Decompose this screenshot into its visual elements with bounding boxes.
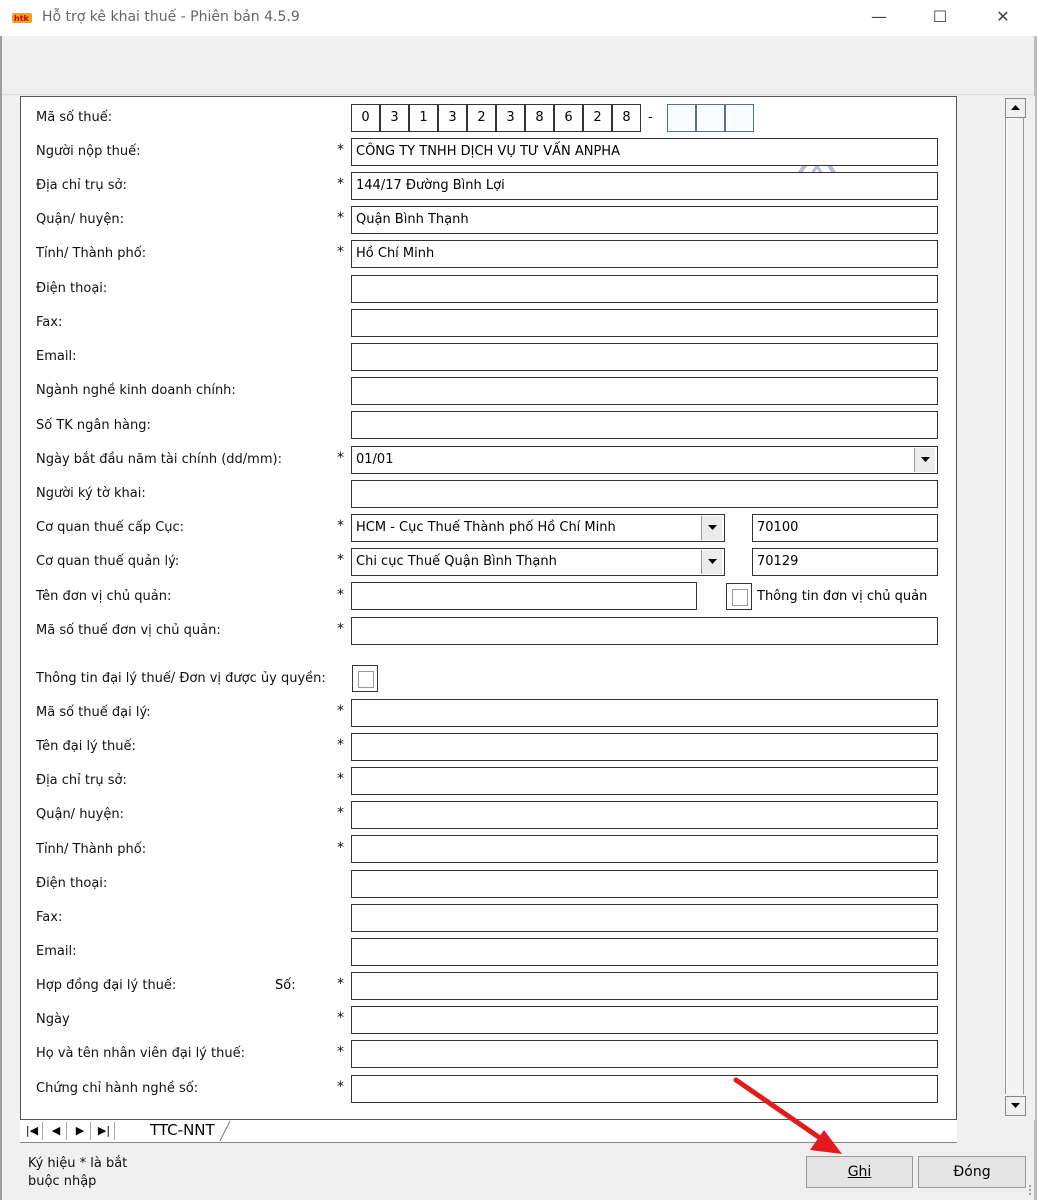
agent-address-label: Địa chỉ trụ sở: bbox=[36, 773, 127, 788]
business-input[interactable] bbox=[351, 377, 938, 405]
required-mark: * bbox=[337, 142, 344, 158]
resize-grip-icon[interactable] bbox=[1026, 1184, 1034, 1198]
chevron-down-icon bbox=[921, 457, 930, 462]
agent-fax-label: Fax: bbox=[36, 910, 63, 925]
tax-code-digit[interactable]: 2 bbox=[467, 104, 496, 132]
tax-code-digit[interactable]: 8 bbox=[525, 104, 554, 132]
tax-code-digit[interactable]: 3 bbox=[380, 104, 409, 132]
last-sheet-button[interactable]: ▶| bbox=[94, 1122, 115, 1140]
required-mark: * bbox=[337, 552, 344, 568]
business-label: Ngành nghề kinh doanh chính: bbox=[36, 383, 236, 398]
branch-code-digit[interactable] bbox=[725, 104, 754, 132]
agent-district-label: Quận/ huyện: bbox=[36, 807, 124, 822]
office-tax-label: Cơ quan thuế quản lý: bbox=[36, 554, 180, 569]
tax-code-digit[interactable]: 3 bbox=[438, 104, 467, 132]
branch-code-digit[interactable] bbox=[667, 104, 696, 132]
arrow-down-icon bbox=[1011, 1103, 1020, 1108]
agent-email-input[interactable] bbox=[351, 938, 938, 966]
required-mark: * bbox=[337, 518, 344, 534]
bank-account-input[interactable] bbox=[351, 411, 938, 439]
tax-code-digit[interactable]: 2 bbox=[583, 104, 612, 132]
required-mark: * bbox=[337, 805, 344, 821]
tax-code-digit[interactable]: 6 bbox=[554, 104, 583, 132]
required-mark: * bbox=[337, 1079, 344, 1095]
fiscal-start-label: Ngày bắt đầu năm tài chính (dd/mm): bbox=[36, 452, 282, 467]
phone-input[interactable] bbox=[351, 275, 938, 303]
required-mark: * bbox=[337, 703, 344, 719]
dept-tax-label: Cơ quan thuế cấp Cục: bbox=[36, 520, 185, 535]
district-label: Quận/ huyện: bbox=[36, 212, 124, 227]
contract-number-label: Số: bbox=[275, 978, 296, 993]
title-bar bbox=[0, 0, 1037, 36]
parent-tax-code-input[interactable] bbox=[351, 617, 938, 645]
required-mark: * bbox=[337, 1010, 344, 1026]
agent-email-label: Email: bbox=[36, 944, 77, 959]
required-mark: * bbox=[337, 1044, 344, 1060]
phone-label: Điện thoại: bbox=[36, 281, 108, 296]
scroll-up-button[interactable] bbox=[1005, 98, 1026, 118]
vertical-scrollbar[interactable] bbox=[957, 96, 1035, 1120]
agent-phone-label: Điện thoại: bbox=[36, 876, 108, 891]
next-sheet-button[interactable]: ▶ bbox=[70, 1122, 91, 1140]
close-window-button[interactable]: ✕ bbox=[996, 7, 1010, 26]
office-tax-code-input[interactable]: 70129 bbox=[752, 548, 938, 576]
svg-text:htk: htk bbox=[14, 14, 29, 23]
taxpayer-name-input[interactable]: CÔNG TY TNHH DỊCH VỤ TƯ VẤN ANPHA bbox=[351, 138, 938, 166]
agent-address-input[interactable] bbox=[351, 767, 938, 795]
arrow-up-icon bbox=[1011, 105, 1020, 110]
app-logo-icon bbox=[12, 10, 32, 26]
previous-sheet-button[interactable]: ◀ bbox=[46, 1122, 67, 1140]
save-button[interactable]: Ghi bbox=[806, 1156, 913, 1188]
fiscal-start-dropdown-button[interactable] bbox=[914, 448, 935, 472]
agent-district-input[interactable] bbox=[351, 801, 938, 829]
contract-label: Hợp đồng đại lý thuế: bbox=[36, 978, 177, 993]
close-button[interactable]: Đóng bbox=[918, 1156, 1026, 1188]
required-note-line2: buộc nhập bbox=[28, 1174, 97, 1189]
required-mark: * bbox=[337, 176, 344, 192]
signer-label: Người ký tờ khai: bbox=[36, 486, 146, 501]
branch-code-digit[interactable] bbox=[696, 104, 725, 132]
window-border-left bbox=[0, 36, 2, 1200]
maximize-button[interactable]: ☐ bbox=[932, 7, 948, 26]
agent-province-input[interactable] bbox=[351, 835, 938, 863]
province-input[interactable]: Hồ Chí Minh bbox=[351, 240, 938, 268]
scroll-down-button[interactable] bbox=[1005, 1096, 1026, 1116]
window-title: Hỗ trợ kê khai thuế - Phiên bản 4.5.9 bbox=[42, 9, 300, 25]
tab-edge-icon bbox=[218, 1120, 232, 1142]
office-tax-dropdown-button[interactable] bbox=[701, 550, 722, 574]
agent-fax-input[interactable] bbox=[351, 904, 938, 932]
parent-tax-code-label: Mã số thuế đơn vị chủ quản: bbox=[36, 623, 221, 638]
bank-account-label: Số TK ngân hàng: bbox=[36, 418, 151, 433]
required-mark: * bbox=[337, 840, 344, 856]
required-mark: * bbox=[337, 210, 344, 226]
email-label: Email: bbox=[36, 349, 77, 364]
agent-tax-code-input[interactable] bbox=[351, 699, 938, 727]
agent-name-input[interactable] bbox=[351, 733, 938, 761]
agent-employee-input[interactable] bbox=[351, 1040, 938, 1068]
contract-date-label: Ngày bbox=[36, 1012, 70, 1027]
fax-input[interactable] bbox=[351, 309, 938, 337]
required-note-line1: Ký hiệu * là bắt bbox=[28, 1156, 128, 1171]
agent-info-checkbox[interactable] bbox=[352, 665, 378, 692]
first-sheet-button[interactable]: |◀ bbox=[22, 1122, 43, 1140]
required-mark: * bbox=[337, 244, 344, 260]
dept-tax-code-input[interactable]: 70100 bbox=[752, 514, 938, 542]
signer-input[interactable] bbox=[351, 480, 938, 508]
scroll-track[interactable] bbox=[1005, 118, 1024, 1094]
province-label: Tỉnh/ Thành phố: bbox=[36, 246, 147, 261]
agent-employee-label: Họ và tên nhân viên đại lý thuế: bbox=[36, 1046, 245, 1061]
tax-code-digit[interactable]: 1 bbox=[409, 104, 438, 132]
required-mark: * bbox=[337, 737, 344, 753]
required-mark: * bbox=[337, 771, 344, 787]
address-label: Địa chỉ trụ sở: bbox=[36, 178, 127, 193]
tax-code-separator: - bbox=[648, 110, 653, 125]
fiscal-start-select[interactable]: 01/01 bbox=[351, 446, 938, 474]
chevron-down-icon bbox=[708, 525, 717, 530]
office-tax-select[interactable]: Chi cục Thuế Quận Bình Thạnh bbox=[351, 548, 725, 576]
fax-label: Fax: bbox=[36, 315, 63, 330]
parent-name-input[interactable] bbox=[351, 582, 697, 610]
required-mark: * bbox=[337, 621, 344, 637]
chevron-down-icon bbox=[708, 559, 717, 564]
required-mark: * bbox=[337, 976, 344, 992]
agent-phone-input[interactable] bbox=[351, 870, 938, 898]
taxpayer-name-label: Người nộp thuế: bbox=[36, 144, 141, 159]
tab-ttc-nnt[interactable]: TTC-NNT bbox=[138, 1120, 227, 1141]
tax-code-label: Mã số thuế: bbox=[36, 110, 113, 125]
contract-number-input[interactable] bbox=[351, 972, 938, 1000]
email-input[interactable] bbox=[351, 343, 938, 371]
required-mark: * bbox=[337, 450, 344, 466]
address-input[interactable]: 144/17 Đường Bình Lợi bbox=[351, 172, 938, 200]
agent-name-label: Tên đại lý thuế: bbox=[36, 739, 136, 754]
annotation-arrow-icon bbox=[730, 1074, 860, 1174]
district-input[interactable]: Quận Bình Thạnh bbox=[351, 206, 938, 234]
agent-section-label: Thông tin đại lý thuế/ Đơn vị được ủy quyền: bbox=[36, 671, 326, 686]
tax-code-digit[interactable]: 0 bbox=[351, 104, 380, 132]
minimize-button[interactable]: — bbox=[871, 7, 887, 26]
certificate-label: Chứng chỉ hành nghề số: bbox=[36, 1081, 199, 1096]
parent-name-label: Tên đơn vị chủ quản: bbox=[36, 589, 172, 604]
contract-date-input[interactable] bbox=[351, 1006, 938, 1034]
agent-tax-code-label: Mã số thuế đại lý: bbox=[36, 705, 151, 720]
dept-tax-dropdown-button[interactable] bbox=[701, 516, 722, 540]
parent-info-checkbox[interactable] bbox=[726, 583, 752, 610]
required-note bbox=[28, 1155, 127, 1191]
parent-info-label: Thông tin đơn vị chủ quản bbox=[757, 589, 928, 604]
tax-code-digit[interactable]: 8 bbox=[612, 104, 641, 132]
tax-code-digit[interactable]: 3 bbox=[496, 104, 525, 132]
agent-province-label: Tỉnh/ Thành phố: bbox=[36, 842, 147, 857]
required-mark: * bbox=[337, 587, 344, 603]
dept-tax-select[interactable]: HCM - Cục Thuế Thành phố Hồ Chí Minh bbox=[351, 514, 725, 542]
toolbar-area bbox=[0, 36, 1037, 95]
